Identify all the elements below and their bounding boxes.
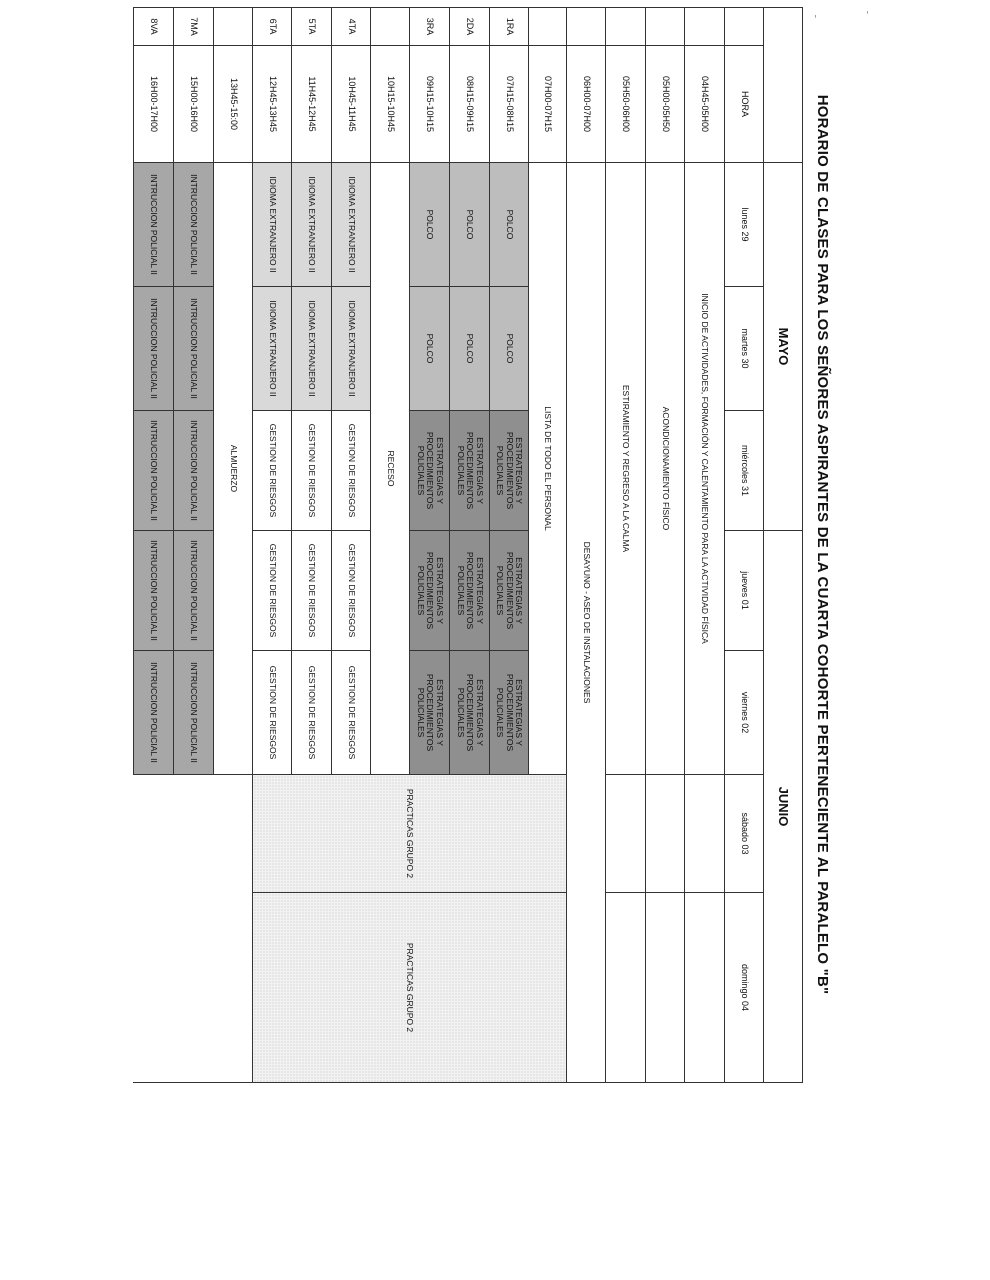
activity-cell: DESAYUNO - ASEO DE INSTALACIONES [567,163,606,1083]
period-label: 6TA [253,8,292,46]
class-cell: IDIOMA EXTRANJERO II [292,163,332,287]
header-day: miércoles 31 [725,411,764,531]
class-cell: GESTION DE RIESGOS [292,531,332,651]
empty-cell [646,893,685,1083]
class-cell: ESTRATEGIAS Y PROCEDIMIENTOS POLICIALES [450,531,490,651]
header-day: sábado 03 [725,775,764,893]
period-label: 3RA [410,8,450,46]
class-cell: INTRUCCION POLICIAL II [134,651,174,775]
class-cell: ESTRATEGIAS Y PROCEDIMIENTOS POLICIALES [490,411,529,531]
class-cell: POLCO [410,287,450,411]
schedule-table [133,7,803,1083]
class-cell: IDIOMA EXTRANJERO II [253,163,292,287]
class-cell: ESTRATEGIAS Y PROCEDIMIENTOS POLICIALES [410,651,450,775]
activity-cell: INICIO DE ACTIVIDADES, FORMACIÓN Y CALENTAMIENTO PARA LA ACTIVIDAD FÍSICA [685,163,725,775]
period-label: 1RA [490,8,529,46]
class-cell: IDIOMA EXTRANJERO II [332,163,371,287]
class-cell: POLCO [450,287,490,411]
class-cell: ESTRATEGIAS Y PROCEDIMIENTOS POLICIALES [490,531,529,651]
class-cell: INTRUCCION POLICIAL II [134,411,174,531]
time-cell: 12H45-13H45 [253,46,292,163]
schedule-sheet [133,7,841,1082]
period-label [646,8,685,46]
header-hour: HORA [725,46,764,163]
class-cell: POLCO [490,287,529,411]
class-cell: INTRUCCION POLICIAL II [174,651,214,775]
table-row [567,8,606,1083]
class-cell: INTRUCCION POLICIAL II [174,287,214,411]
time-cell: 10H45-11H45 [332,46,371,163]
time-cell: 05H00-05H50 [646,46,685,163]
empty-cell [685,893,725,1083]
time-cell: 10H15-10H45 [371,46,410,163]
time-cell: 04H45-05H00 [685,46,725,163]
activity-cell: LISTA DE TODO EL PERSONAL [529,163,567,775]
period-label [567,8,606,46]
period-label [371,8,410,46]
practice-label: PRACTICAS GRUPO 2 [405,942,416,1033]
class-cell: POLCO [450,163,490,287]
table-row [529,8,567,1083]
table-row [214,8,253,1083]
class-cell: ESTRATEGIAS Y PROCEDIMIENTOS POLICIALES [490,651,529,775]
class-cell: INTRUCCION POLICIAL II [134,163,174,287]
activity-cell: ESTIRAMIENTO Y REGRESO A LA CALMA [606,163,646,775]
time-cell: 08H15-09H15 [450,46,490,163]
header-blank [725,8,764,46]
class-cell: POLCO [490,163,529,287]
class-cell: GESTION DE RIESGOS [253,651,292,775]
activity-cell: ALMUERZO [214,163,253,775]
activity-cell: ACONDICIONAMIENTO FÍSICO [646,163,685,775]
class-cell: INTRUCCION POLICIAL II [174,531,214,651]
class-cell: INTRUCCION POLICIAL II [134,287,174,411]
class-cell: INTRUCCION POLICIAL II [174,163,214,287]
empty-cell [646,775,685,893]
month-blank [764,8,803,163]
empty-cell [606,775,646,893]
saturday-practice-cell [253,775,567,893]
month-row [764,8,803,1083]
practice-label: PRACTICAS GRUPO 2 [405,788,416,879]
header-row [725,8,764,1083]
table-row [606,8,646,1083]
class-cell: INTRUCCION POLICIAL II [134,531,174,651]
time-cell: 05H50-06H00 [606,46,646,163]
class-cell: IDIOMA EXTRANJERO II [332,287,371,411]
schedule-title: HORARIO DE CLASES PARA LOS SEÑORES ASPIRANTES DE LA CUARTA COHORTE PERTENECIENTE AL PARALELO "B" [814,94,831,995]
time-cell: 11H45-12H45 [292,46,332,163]
class-cell: GESTION DE RIESGOS [253,411,292,531]
class-cell: ESTRATEGIAS Y PROCEDIMIENTOS POLICIALES [410,411,450,531]
time-cell: 16H00-17H00 [134,46,174,163]
header-day: lunes 29 [725,163,764,287]
scan-mark: ' [814,14,817,25]
empty-cell [685,775,725,893]
table-row [646,8,685,1083]
class-cell: GESTION DE RIESGOS [292,411,332,531]
period-label [685,8,725,46]
header-day: martes 30 [725,287,764,411]
header-day: domingo 04 [725,893,764,1083]
sunday-practice-cell [253,893,567,1083]
class-cell: INTRUCCION POLICIAL II [174,411,214,531]
time-cell: 07H15-08H15 [490,46,529,163]
time-cell: 15H00-16H00 [174,46,214,163]
month-june: JUNIO [764,531,803,1083]
period-label: 5TA [292,8,332,46]
time-cell: 07H00-07H15 [529,46,567,163]
class-cell: IDIOMA EXTRANJERO II [292,287,332,411]
class-cell: GESTION DE RIESGOS [332,531,371,651]
class-cell: ESTRATEGIAS Y PROCEDIMIENTOS POLICIALES [410,531,450,651]
period-label: 4TA [332,8,371,46]
class-cell: GESTION DE RIESGOS [292,651,332,775]
scan-mark: ' [866,10,869,21]
class-cell: IDIOMA EXTRANJERO II [253,287,292,411]
period-label: 2DA [450,8,490,46]
class-cell: ESTRATEGIAS Y PROCEDIMIENTOS POLICIALES [450,411,490,531]
empty-cell [606,893,646,1083]
header-day: jueves 01 [725,531,764,651]
class-cell: GESTION DE RIESGOS [332,651,371,775]
period-label [529,8,567,46]
header-day: viernes 02 [725,651,764,775]
table-row [134,8,174,1083]
period-label: 7MA [174,8,214,46]
time-cell: 09H15-10H15 [410,46,450,163]
class-cell: GESTION DE RIESGOS [253,531,292,651]
table-row [174,8,214,1083]
period-label [214,8,253,46]
class-cell: ESTRATEGIAS Y PROCEDIMIENTOS POLICIALES [450,651,490,775]
class-cell: GESTION DE RIESGOS [332,411,371,531]
table-row [685,8,725,1083]
month-may: MAYO [764,163,803,531]
activity-cell: RECESO [371,163,410,775]
period-label: 8VA [134,8,174,46]
class-cell: POLCO [410,163,450,287]
time-cell: 06H00-07H00 [567,46,606,163]
period-label [606,8,646,46]
time-cell: 13H45-15:00 [214,46,253,163]
